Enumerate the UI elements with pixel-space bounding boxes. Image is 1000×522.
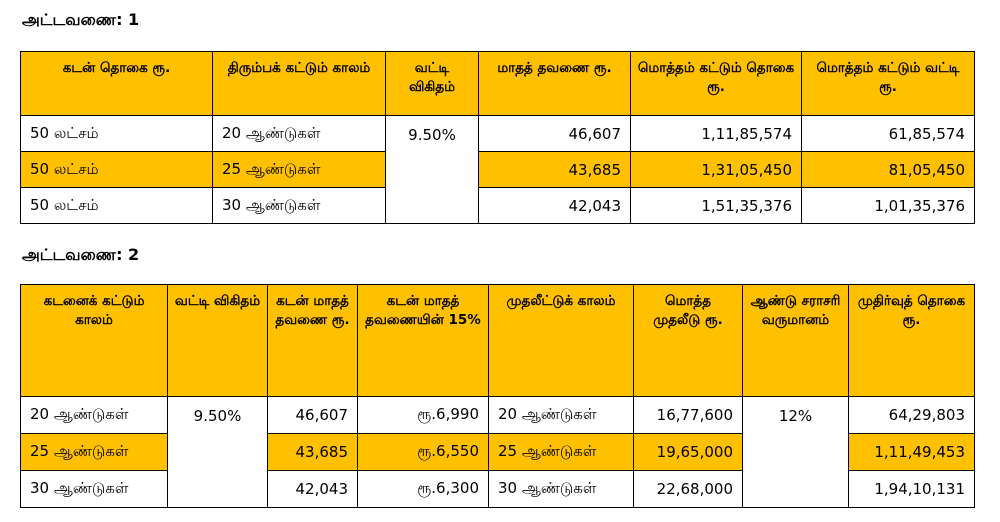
table1-header-row	[21, 52, 975, 116]
loan-amount-cell: 50 லட்சம்	[21, 116, 213, 152]
period-cell: 25 ஆண்டுகள்	[213, 152, 386, 188]
total-investment-cell: 22,68,000	[634, 471, 743, 508]
loan-amount-cell: 50 லட்சம்	[21, 152, 213, 188]
total-investment-cell: 16,77,600	[634, 397, 743, 434]
investment-period-cell: 20 ஆண்டுகள்	[489, 397, 634, 434]
emi-cell: 46,607	[268, 397, 358, 434]
interest-rate-cell: 9.50%	[386, 116, 479, 224]
total-investment-cell: 19,65,000	[634, 434, 743, 471]
fifteen-percent-cell: ரூ.6,550	[358, 434, 489, 471]
header-total-investment: மொத்த முதலீடு ரூ.	[634, 285, 743, 397]
header-interest-rate: வட்டி விகிதம்	[168, 285, 268, 397]
total-payment-cell: 1,11,85,574	[631, 116, 802, 152]
table-row	[21, 397, 975, 434]
emi-cell: 46,607	[479, 116, 631, 152]
loan-amount-cell: 50 லட்சம்	[21, 188, 213, 224]
maturity-cell: 1,11,49,453	[849, 434, 975, 471]
fifteen-percent-cell: ரூ.6,300	[358, 471, 489, 508]
table-row	[21, 188, 975, 224]
header-monthly-emi: கடன் மாதத் தவணை ரூ.	[268, 285, 358, 397]
header-repayment-period: திரும்பக் கட்டும் காலம்	[213, 52, 386, 116]
period-cell: 25 ஆண்டுகள்	[21, 434, 168, 471]
table2-header-row	[21, 285, 975, 397]
header-maturity-amount: முதிர்வுத் தொகை ரூ.	[849, 285, 975, 397]
header-loan-amount: கடன் தொகை ரூ.	[21, 52, 213, 116]
total-interest-cell: 81,05,450	[802, 152, 975, 188]
emi-cell: 42,043	[268, 471, 358, 508]
investment-period-cell: 25 ஆண்டுகள்	[489, 434, 634, 471]
table-row	[21, 152, 975, 188]
header-emi-fifteen-percent: கடன் மாதத் தவணையின் 15%	[358, 285, 489, 397]
header-monthly-emi: மாதத் தவணை ரூ.	[479, 52, 631, 116]
period-cell: 30 ஆண்டுகள்	[21, 471, 168, 508]
table1-caption: அட்டவணை: 1	[22, 10, 140, 29]
emi-cell: 43,685	[268, 434, 358, 471]
header-total-payment: மொத்தம் கட்டும் தொகை ரூ.	[631, 52, 802, 116]
interest-rate-cell: 9.50%	[168, 397, 268, 508]
total-interest-cell: 1,01,35,376	[802, 188, 975, 224]
period-cell: 30 ஆண்டுகள்	[213, 188, 386, 224]
table2-caption: அட்டவணை: 2	[22, 245, 140, 264]
header-interest-rate: வட்டி விகிதம்	[386, 52, 479, 116]
fifteen-percent-cell: ரூ.6,990	[358, 397, 489, 434]
table-row	[21, 116, 975, 152]
avg-return-cell: 12%	[743, 397, 849, 508]
total-interest-cell: 61,85,574	[802, 116, 975, 152]
maturity-cell: 64,29,803	[849, 397, 975, 434]
period-cell: 20 ஆண்டுகள்	[21, 397, 168, 434]
maturity-cell: 1,94,10,131	[849, 471, 975, 508]
total-payment-cell: 1,31,05,450	[631, 152, 802, 188]
header-total-interest: மொத்தம் கட்டும் வட்டி ரூ.	[802, 52, 975, 116]
investment-comparison-table	[20, 284, 975, 508]
emi-cell: 43,685	[479, 152, 631, 188]
investment-period-cell: 30 ஆண்டுகள்	[489, 471, 634, 508]
header-annual-avg-return: ஆண்டு சராசரி வருமானம்	[743, 285, 849, 397]
emi-cell: 42,043	[479, 188, 631, 224]
header-investment-period: முதலீட்டுக் காலம்	[489, 285, 634, 397]
header-repayment-period: கடனைக் கட்டும் காலம்	[21, 285, 168, 397]
loan-repayment-table	[20, 51, 975, 224]
period-cell: 20 ஆண்டுகள்	[213, 116, 386, 152]
total-payment-cell: 1,51,35,376	[631, 188, 802, 224]
